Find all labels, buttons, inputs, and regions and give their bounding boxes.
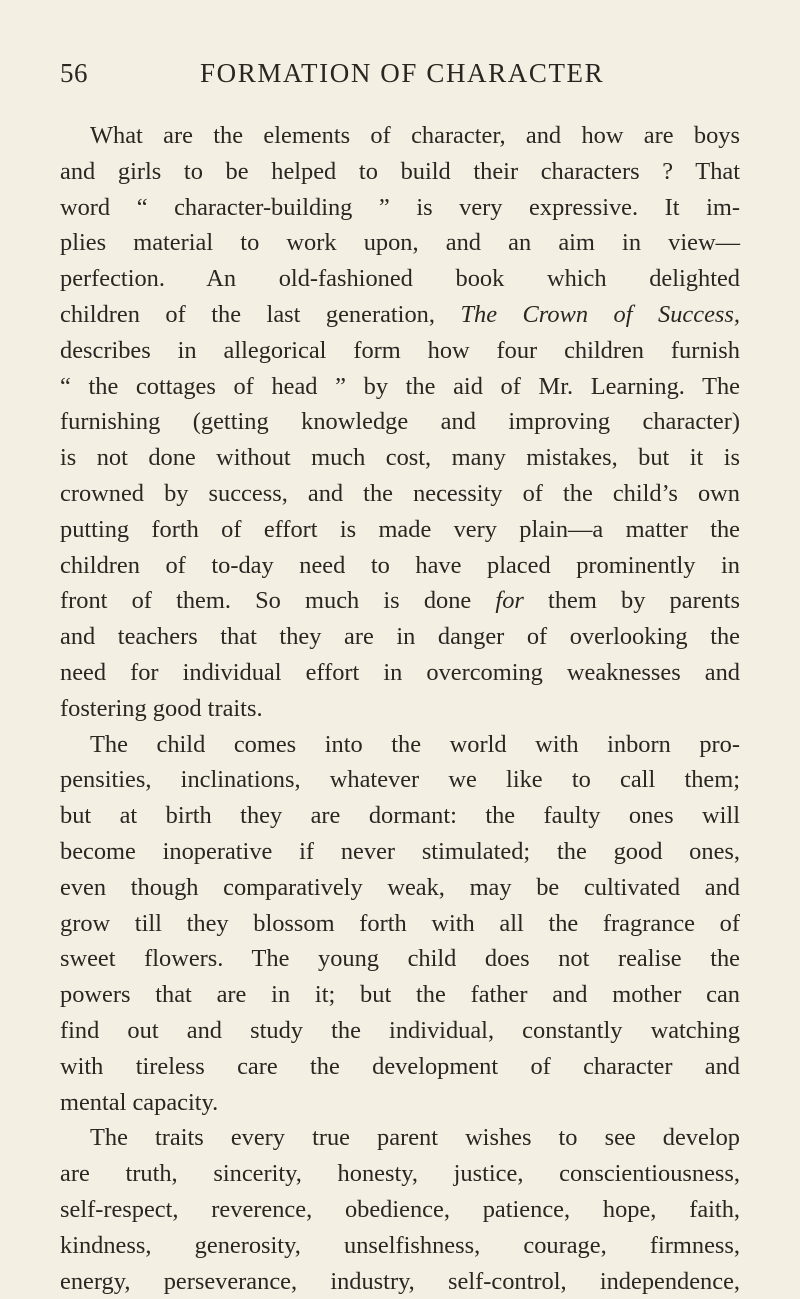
text-line: kindness, generosity, unselfishness, courage, firmness, — [60, 1228, 740, 1264]
page-number: 56 — [60, 58, 88, 89]
text-line: powers that are in it; but the father and mother can — [60, 977, 740, 1013]
text-line: grow till they blossom forth with all the fragrance of — [60, 906, 740, 942]
text-run: them by parents — [524, 587, 740, 614]
text-line: furnishing (getting knowledge and improving character) — [60, 404, 740, 440]
text-run: children of the last generation, — [60, 301, 460, 328]
italic-text: for — [495, 587, 523, 614]
text-line: need for individual effort in overcoming weaknesses and — [60, 655, 740, 691]
text-line: and teachers that they are in danger of overlooking the — [60, 619, 740, 655]
text-line: energy, perseverance, industry, self-control, independence, — [60, 1264, 740, 1299]
text-line: is not done without much cost, many mistakes, but it is — [60, 440, 740, 476]
text-line: perfection. An old-fashioned book which delighted — [60, 261, 740, 297]
text-line: The traits every true parent wishes to see develop — [60, 1120, 740, 1156]
text-run: front of them. So much is done — [60, 587, 495, 614]
text-line: mental capacity. — [60, 1085, 740, 1121]
text-line: and girls to be helped to build their characters ? That — [60, 154, 740, 190]
running-head: FORMATION OF CHARACTER — [200, 58, 604, 89]
text-line: plies material to work upon, and an aim in view— — [60, 225, 740, 261]
text-line: fostering good traits. — [60, 691, 740, 727]
text-line — [60, 583, 740, 619]
text-line: are truth, sincerity, honesty, justice, conscientiousness, — [60, 1156, 740, 1192]
text-line: children of to-day need to have placed prominently in — [60, 548, 740, 584]
text-line: pensities, inclinations, whatever we like to call them; — [60, 762, 740, 798]
text-line: The child comes into the world with inborn pro- — [60, 727, 740, 763]
text-line: What are the elements of character, and how are boys — [60, 118, 740, 154]
page-header — [60, 58, 740, 98]
text-line: even though comparatively weak, may be cultivated and — [60, 870, 740, 906]
text-line: become inoperative if never stimulated; the good ones, — [60, 834, 740, 870]
text-line: describes in allegorical form how four children furnish — [60, 333, 740, 369]
italic-text: The Crown of Success, — [460, 301, 740, 328]
text-line: find out and study the individual, constantly watching — [60, 1013, 740, 1049]
text-line — [60, 297, 740, 333]
text-line: with tireless care the development of character and — [60, 1049, 740, 1085]
text-line: but at birth they are dormant: the faulty ones will — [60, 798, 740, 834]
body-text — [60, 118, 740, 1299]
text-line: word “ character-building ” is very expressive. It im- — [60, 190, 740, 226]
text-line: putting forth of effort is made very plain—a matter the — [60, 512, 740, 548]
text-line: self-respect, reverence, obedience, patience, hope, faith, — [60, 1192, 740, 1228]
text-line: crowned by success, and the necessity of the child’s own — [60, 476, 740, 512]
text-line: “ the cottages of head ” by the aid of Mr. Learning. The — [60, 369, 740, 405]
text-line: sweet flowers. The young child does not realise the — [60, 941, 740, 977]
